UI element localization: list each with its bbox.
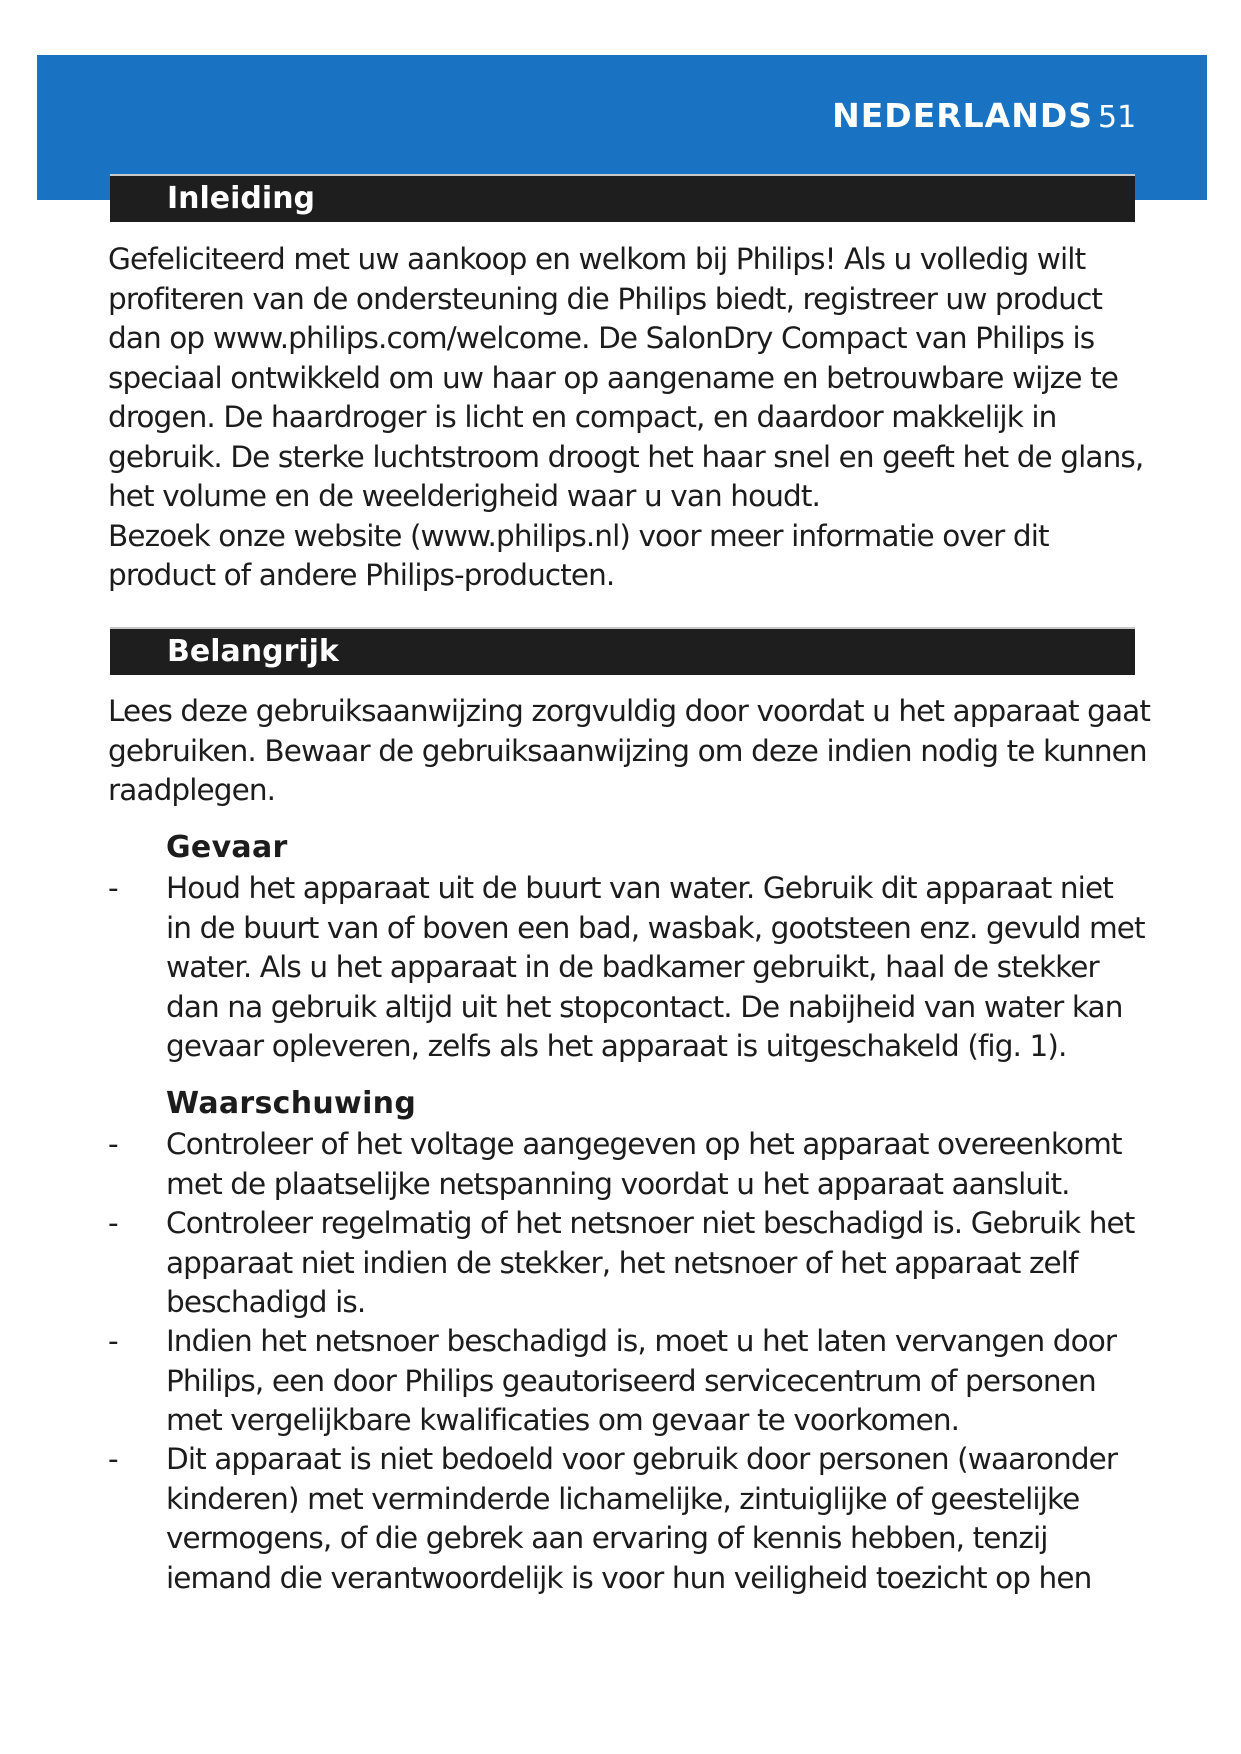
bullet-line: apparaat niet indien de stekker, het netsnoer of het apparaat zelf <box>166 1245 1078 1280</box>
bullet-text <box>166 1440 1117 1598</box>
bullet-text <box>166 1125 1122 1204</box>
bullet-text <box>166 1322 1116 1441</box>
bullet-dash: - <box>108 1324 118 1358</box>
bullet-line: water. Als u het apparaat in de badkamer gebruikt, haal de stekker <box>166 950 1099 984</box>
belangrijk-intro-paragraph <box>108 692 1150 811</box>
bullet-line: gevaar opleveren, zelfs als het apparaat is uitgeschakeld (fig. 1). <box>166 1029 1067 1063</box>
bullet-dash: - <box>108 1206 118 1240</box>
header-language: NEDERLANDS <box>832 96 1093 135</box>
paragraph-line: Bezoek onze website (www.philips.nl) voor meer informatie over dit <box>108 518 1049 553</box>
subsection-title-gevaar: Gevaar <box>166 830 288 865</box>
paragraph-line: Lees deze gebruiksaanwijzing zorgvuldig door voordat u het apparaat gaat <box>108 694 1150 728</box>
section-title-inleiding: Inleiding <box>167 181 316 216</box>
paragraph-line: Gefeliciteerd met uw aankoop en welkom bij Philips! Als u volledig wilt <box>108 242 1086 276</box>
paragraph-line: profiteren van de ondersteuning die Philips biedt, registreer uw product <box>108 281 1103 316</box>
section-title-belangrijk: Belangrijk <box>167 634 339 669</box>
bullet-line: beschadigd is. <box>166 1285 366 1319</box>
paragraph-line: drogen. De haardroger is licht en compact, en daardoor makkelijk in <box>108 400 1057 434</box>
bullet-dash: - <box>108 1442 118 1476</box>
bullet-line: iemand die verantwoordelijk is voor hun veiligheid toezicht op hen <box>166 1560 1092 1595</box>
bullet-text <box>166 1204 1134 1323</box>
paragraph-line: raadplegen. <box>108 773 276 807</box>
bullet-text <box>166 869 1145 1067</box>
paragraph-line: dan op www.philips.com/welcome. De SalonDry Compact van Philips is <box>108 321 1095 355</box>
bullet-line: Controleer of het voltage aangegeven op het apparaat overeenkomt <box>166 1127 1122 1161</box>
paragraph-line: het volume en de weelderigheid waar u van houdt. <box>108 479 821 513</box>
bullet-line: met de plaatselijke netspanning voordat u het apparaat aansluit. <box>166 1166 1070 1201</box>
subsection-title-waarschuwing: Waarschuwing <box>166 1086 417 1121</box>
section-bar-inleiding <box>110 174 1135 222</box>
bullet-line: in de buurt van of boven een bad, wasbak, gootsteen enz. gevuld met <box>166 910 1145 945</box>
paragraph-line: gebruik. De sterke luchtstroom droogt het haar snel en geeft het de glans, <box>108 439 1144 474</box>
page-number: 51 <box>1098 100 1137 135</box>
bullet-line: Controleer regelmatig of het netsnoer niet beschadigd is. Gebruik het <box>166 1206 1135 1240</box>
bullet-line: kinderen) met verminderde lichamelijke, zintuiglijke of geestelijke <box>166 1481 1080 1516</box>
bullet-line: Dit apparaat is niet bedoeld voor gebruik door personen (waaronder <box>166 1442 1118 1476</box>
section-bar-belangrijk <box>110 627 1135 675</box>
bullet-dash: - <box>108 1127 118 1161</box>
bullet-line: Philips, een door Philips geautoriseerd servicecentrum of personen <box>166 1363 1096 1398</box>
bullet-line: Indien het netsnoer beschadigd is, moet u het laten vervangen door <box>166 1324 1117 1358</box>
paragraph-line: speciaal ontwikkeld om uw haar op aangename en betrouwbare wijze te <box>108 360 1118 395</box>
paragraph-line: product of andere Philips-producten. <box>108 558 615 592</box>
intro-paragraph <box>108 240 1143 596</box>
paragraph-line: gebruiken. Bewaar de gebruiksaanwijzing om deze indien nodig te kunnen <box>108 733 1147 768</box>
bullet-line: met vergelijkbare kwalificaties om gevaar te voorkomen. <box>166 1403 960 1437</box>
bullet-line: Houd het apparaat uit de buurt van water. Gebruik dit apparaat niet <box>166 871 1113 905</box>
bullet-line: dan na gebruik altijd uit het stopcontact. De nabijheid van water kan <box>166 989 1123 1024</box>
bullet-dash: - <box>108 871 118 905</box>
bullet-line: vermogens, of die gebrek aan ervaring of kennis hebben, tenzij <box>166 1521 1048 1555</box>
